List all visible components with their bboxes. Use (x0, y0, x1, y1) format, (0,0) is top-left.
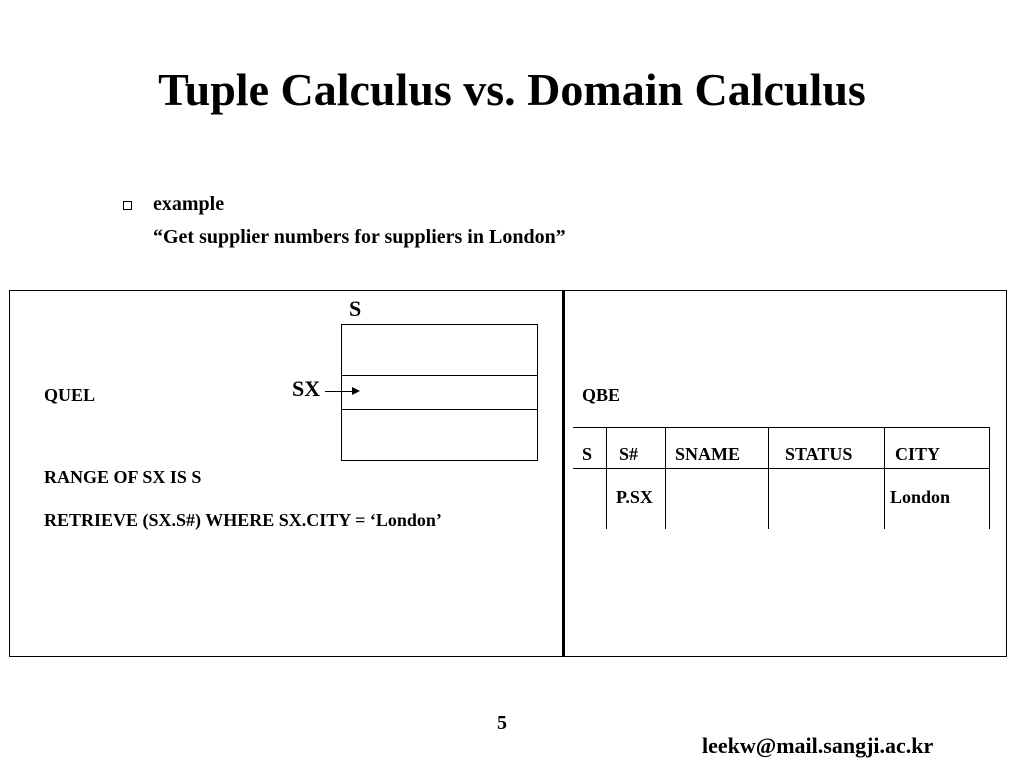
quel-range-statement: RANGE OF SX IS S (44, 467, 202, 487)
panel-divider (562, 290, 565, 657)
qbe-header-cell: CITY (895, 444, 941, 464)
qbe-grid-column-line (606, 427, 607, 529)
qbe-grid-column-line (768, 427, 769, 529)
qbe-header-cell: S (582, 444, 593, 464)
qbe-row-cell: London (890, 487, 951, 507)
qbe-header-cell: SNAME (675, 444, 741, 464)
qbe-label: QBE (582, 385, 621, 405)
qbe-grid-header-line (573, 468, 990, 469)
qbe-grid-column-line (665, 427, 666, 529)
qbe-grid-top-line (573, 427, 990, 428)
page-number: 5 (497, 712, 507, 734)
relation-row-line (341, 409, 538, 410)
quel-retrieve-statement: RETRIEVE (SX.S#) WHERE SX.CITY = ‘London’ (44, 510, 442, 530)
square-bullet-icon (123, 201, 132, 210)
arrow-head-icon (352, 387, 360, 395)
qbe-row-cell: P.SX (616, 487, 653, 507)
relation-name-label: S (349, 296, 362, 321)
qbe-grid-column-line (884, 427, 885, 529)
bullet-label: example (153, 193, 225, 215)
qbe-header-cell: S# (619, 444, 639, 464)
arrow-line (325, 391, 355, 392)
qbe-header-cell: STATUS (785, 444, 853, 464)
qbe-grid-column-line (989, 427, 990, 529)
author-email: leekw@mail.sangji.ac.kr (702, 733, 934, 758)
slide-title: Tuple Calculus vs. Domain Calculus (158, 64, 866, 115)
bullet-quote: “Get supplier numbers for suppliers in London” (153, 226, 566, 248)
relation-diagram (341, 324, 538, 461)
tuple-variable-label: SX (292, 376, 321, 401)
quel-label: QUEL (44, 385, 96, 405)
relation-row-line (341, 375, 538, 376)
